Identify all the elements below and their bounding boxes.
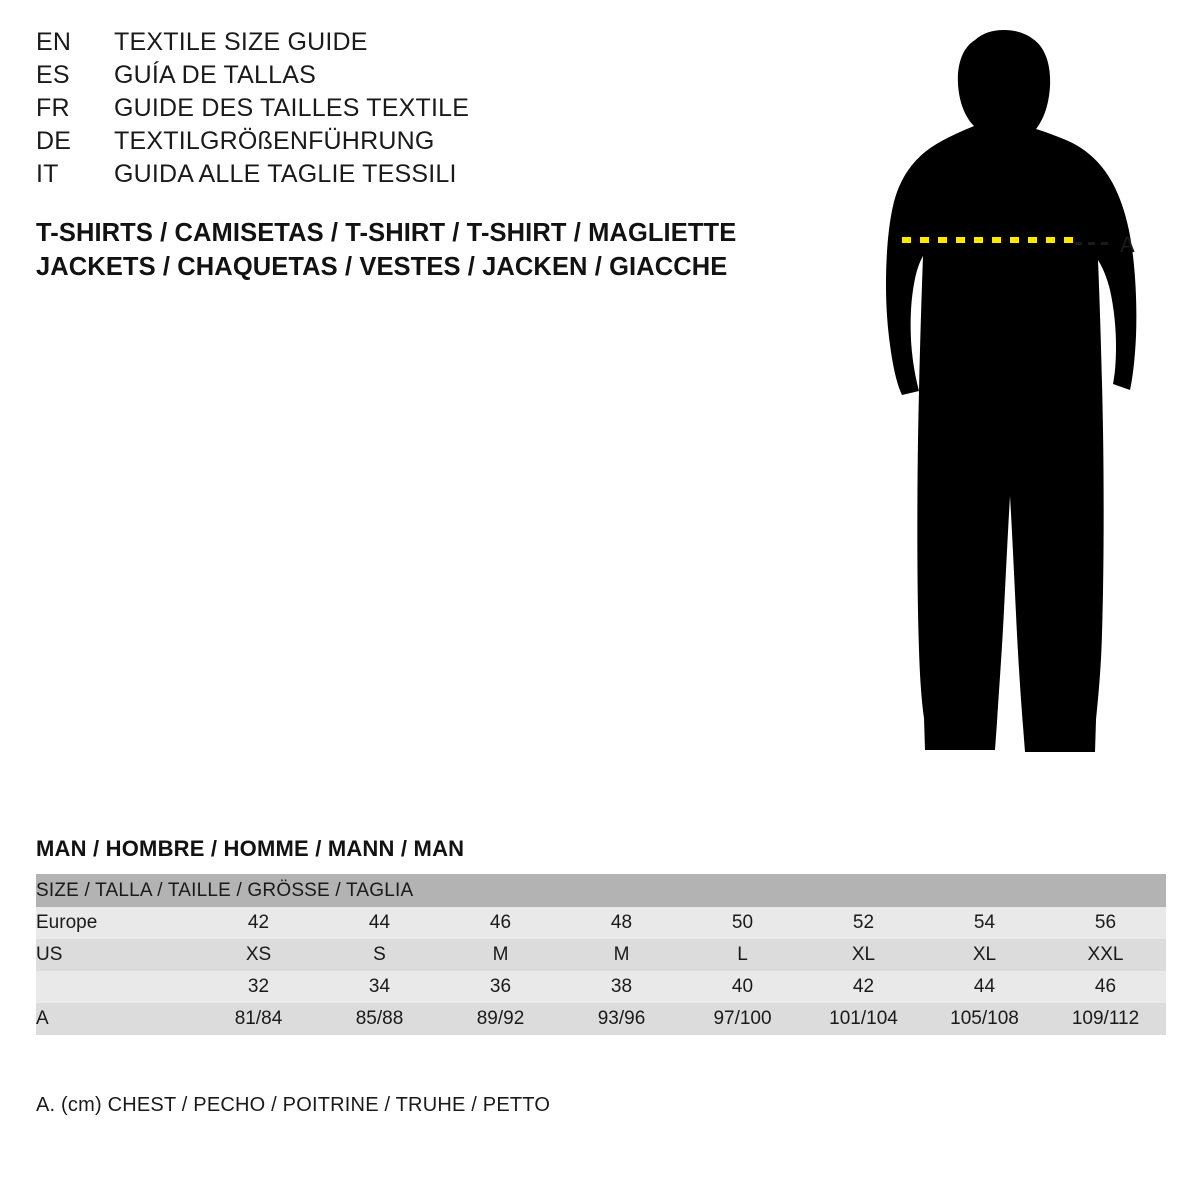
cell-value: 50 (731, 912, 754, 933)
cell-value: 44 (973, 976, 996, 997)
measure-label-a: A (1120, 232, 1136, 257)
table-header-row (36, 874, 1166, 907)
cell-value: L (737, 944, 748, 965)
cell-value: 52 (852, 912, 875, 933)
cell-value: 40 (731, 976, 754, 997)
cell-value: 97/100 (713, 1008, 772, 1029)
chest-measure-line-icon (900, 232, 1080, 248)
cell-value: 42 (247, 912, 270, 933)
male-silhouette-icon (820, 10, 1180, 800)
row-label: A (36, 1008, 49, 1029)
measure-leader-line-icon (1075, 242, 1111, 245)
footnote-chest: A. (cm) CHEST / PECHO / POITRINE / TRUHE / PETTO (36, 1094, 551, 1116)
size-table (36, 874, 1166, 1035)
cell-value: 56 (1094, 912, 1117, 933)
cell-value: 46 (489, 912, 512, 933)
language-header-block (36, 28, 796, 193)
cell-value: 48 (610, 912, 633, 933)
language-row (36, 28, 796, 61)
cell-value: XL (972, 944, 997, 965)
row-label: Europe (36, 912, 98, 933)
language-title: TEXTILGRÖßENFÜHRUNG (114, 127, 435, 155)
language-code: IT (36, 160, 59, 188)
language-code: FR (36, 94, 70, 122)
cell-value: 34 (368, 976, 391, 997)
cell-value: 105/108 (950, 1008, 1019, 1029)
language-row (36, 61, 796, 94)
cell-value: M (492, 944, 509, 965)
cell-value: 93/96 (597, 1008, 646, 1029)
cell-value: 36 (489, 976, 512, 997)
cell-value: 109/112 (1071, 1008, 1140, 1029)
cell-value: 32 (247, 976, 270, 997)
cell-value: XL (851, 944, 876, 965)
language-row (36, 94, 796, 127)
language-row (36, 127, 796, 160)
table-row (36, 971, 1166, 1003)
language-code: ES (36, 61, 70, 89)
table-row (36, 907, 1166, 939)
language-row (36, 160, 796, 193)
gender-title: MAN / HOMBRE / HOMME / MANN / MAN (36, 836, 465, 861)
cell-value: 42 (852, 976, 875, 997)
garment-category-block (36, 216, 836, 284)
row-label: US (36, 944, 63, 965)
language-code: EN (36, 28, 72, 56)
cell-value: 85/88 (355, 1008, 404, 1029)
cell-value: M (613, 944, 630, 965)
category-line-tshirts: T-SHIRTS / CAMISETAS / T-SHIRT / T-SHIRT / MAGLIETTE (36, 219, 737, 247)
cell-value: XS (245, 944, 272, 965)
cell-value: 101/104 (829, 1008, 898, 1029)
size-table-section (36, 836, 1166, 1035)
category-line-jackets: JACKETS / CHAQUETAS / VESTES / JACKEN / GIACCHE (36, 253, 728, 281)
table-row (36, 939, 1166, 971)
cell-value: 46 (1094, 976, 1117, 997)
cell-value: 44 (368, 912, 391, 933)
language-code: DE (36, 127, 72, 155)
cell-value: 54 (973, 912, 996, 933)
body-figure (820, 10, 1180, 800)
row-label (36, 971, 198, 1003)
language-title: GUÍA DE TALLAS (114, 61, 316, 89)
cell-value: XXL (1087, 944, 1124, 965)
language-title: GUIDE DES TAILLES TEXTILE (114, 94, 470, 122)
cell-value: S (373, 944, 386, 965)
language-title: TEXTILE SIZE GUIDE (114, 28, 368, 56)
language-title: GUIDA ALLE TAGLIE TESSILI (114, 160, 457, 188)
cell-value: 38 (610, 976, 633, 997)
table-row (36, 1003, 1166, 1035)
cell-value: 89/92 (476, 1008, 525, 1029)
table-header-label: SIZE / TALLA / TAILLE / GRÖSSE / TAGLIA (36, 879, 414, 901)
cell-value: 81/84 (234, 1008, 283, 1029)
